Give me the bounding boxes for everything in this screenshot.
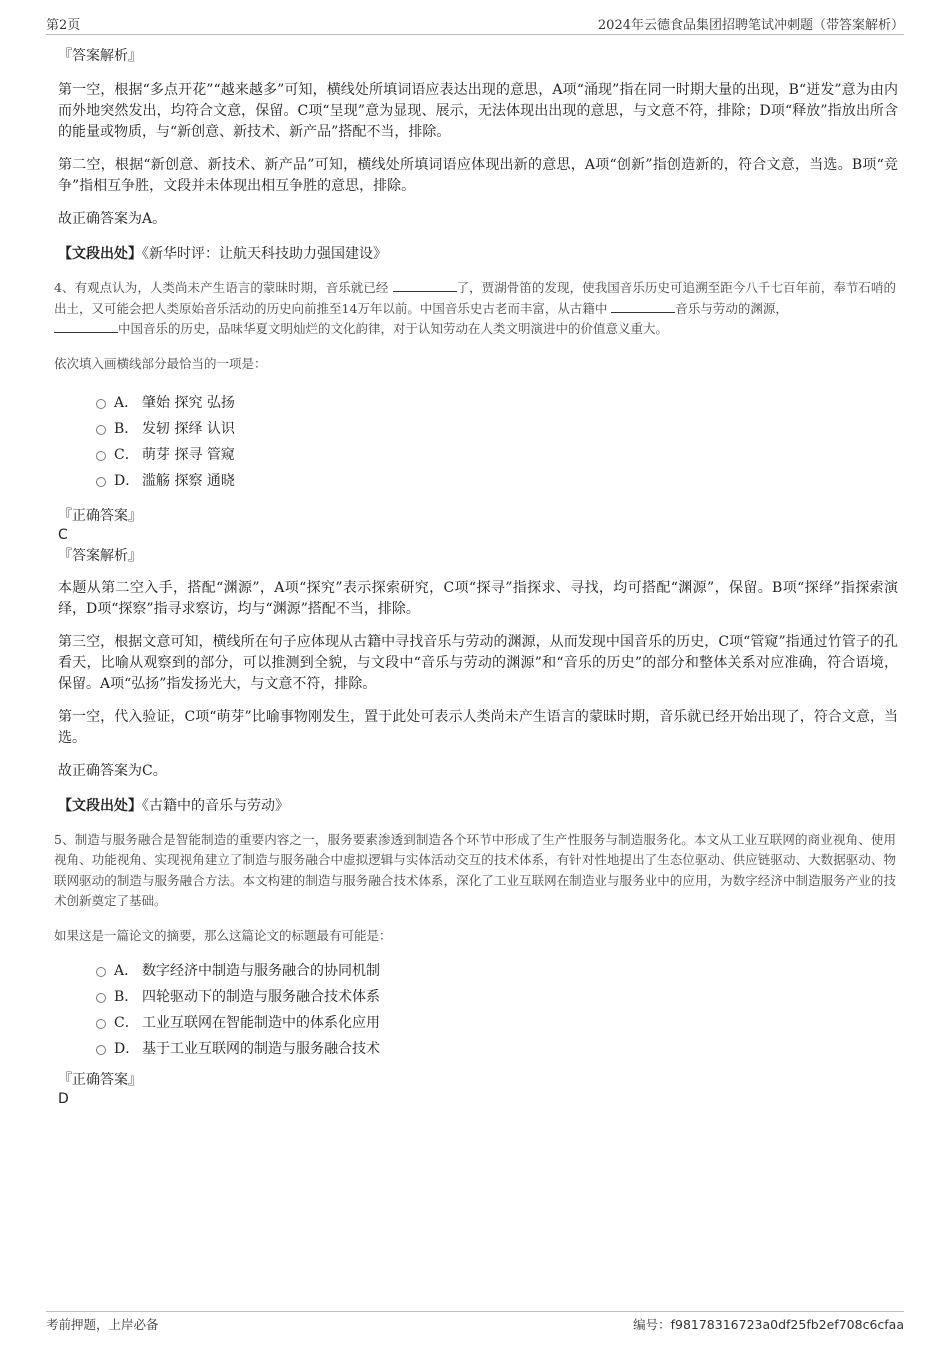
- option-d[interactable]: D． 滥觞 探察 通晓: [96, 468, 898, 494]
- correct-answer-label: 『正确答案』: [58, 507, 142, 524]
- radio-icon[interactable]: [96, 477, 106, 487]
- source-label: 【文段出处】: [58, 246, 142, 262]
- question-4-prompt: 依次填入画横线部分最恰当的一项是：: [54, 355, 267, 371]
- document-serial: 编号：f98178316723a0df25fb2ef708c6cfaa: [633, 1317, 904, 1332]
- analysis-paragraph: 第三空，根据文意可知，横线所在句子应体现从古籍中寻找音乐与劳动的渊源，从而发现中国音乐的历史，C项“管窥”指通过竹管子的孔看天，比喻从观察到的部分，可以推测到全貌，与文段中“音乐与劳动的渊源”和“音乐的历史”的部分和整体关系对应准确，符合语境，保留。A项“弘扬”指发扬光大，与文意不符，排除。: [58, 633, 898, 692]
- analysis-paragraph: 本题从第二空入手，搭配“渊源”，A项“探究”表示探索研究，C项“探寻”指探求、寻找，均可搭配“渊源”，保留。B项“探绎”指探索演绎，D项“探察”指寻求察访，均与“渊源”搭配不当，排除。: [58, 579, 898, 617]
- source-title: 《新华时评：让航天科技助力强国建设》: [142, 246, 387, 262]
- fill-blank: [393, 279, 457, 292]
- option-b[interactable]: B． 发轫 探绎 认识: [96, 416, 898, 442]
- answer-conclusion: 故正确答案为C。: [58, 762, 167, 779]
- analysis-paragraph: 第一空，根据“多点开花”“越来越多”可知，横线处所填词语应表达出现的意思，A项“涌现”指在同一时期大量的出现，B“迸发”意为由内而外地突然发出，均符合文意，保留。C项“呈现”意为显现、展示，无法体现出出现的意思，与文意不符，排除；D项“释放”指放出所含的能量或物质，与“新创意、新技术、新产品”搭配不当，排除。: [58, 82, 898, 140]
- footer-slogan: 考前押题，上岸必备: [46, 1317, 159, 1332]
- option-c[interactable]: C． 萌芽 探寻 管窥: [96, 442, 898, 468]
- question-4-options: [96, 390, 898, 494]
- option-d[interactable]: D． 基于工业互联网的制造与服务融合技术: [96, 1036, 898, 1062]
- radio-icon[interactable]: [96, 1019, 106, 1029]
- correct-answer: C: [58, 526, 68, 543]
- radio-icon[interactable]: [96, 451, 106, 461]
- radio-icon[interactable]: [96, 425, 106, 435]
- question-text: 中国音乐的历史，品味华夏文明灿烂的文化韵律，对于认知劳动在人类文明演进中的价值意义重大。: [118, 321, 669, 336]
- correct-answer: D: [58, 1090, 69, 1107]
- analysis-paragraph: 第一空，代入验证，C项“萌芽”比喻事物刚发生，置于此处可表示人类尚未产生语言的蒙昧时期，音乐就已经开始出现了，符合文意，当选。: [58, 708, 898, 746]
- question-4-stem: [54, 278, 896, 340]
- radio-icon[interactable]: [96, 967, 106, 977]
- source-citation: [58, 244, 898, 264]
- page-content: [54, 46, 898, 1108]
- analysis-label: 『答案解析』: [58, 547, 142, 564]
- answer-conclusion: 故正确答案为A。: [58, 211, 167, 227]
- document-title: 2024年云德食品集团招聘笔试冲刺题（带答案解析）: [597, 18, 904, 33]
- question-5-prompt: 如果这是一篇论文的摘要，那么这篇论文的标题最有可能是：: [54, 927, 392, 943]
- source-citation: [58, 796, 898, 816]
- correct-answer-label: 『正确答案』: [58, 1071, 142, 1088]
- question-text: 音乐与劳动的渊源，: [675, 300, 788, 316]
- fill-blank: [54, 320, 118, 333]
- radio-icon[interactable]: [96, 399, 106, 409]
- question-text: 4、有观点认为，人类尚未产生语言的蒙昧时期，音乐就已经: [54, 280, 393, 295]
- page-number: 第2页: [46, 18, 81, 33]
- question-5-stem: 5、制造与服务融合是智能制造的重要内容之一，服务要素渗透到制造各个环节中形成了生产性服务与制造服务化。本文从工业互联网的商业视角、使用视角、功能视角、实现视角建立了制造与服务融合中虚拟逻辑与实体活动交互的技术体系，有针对性地提出了生态位驱动、供应链驱动、大数据驱动、物联网驱动的制造与服务融合方法。本文构建的制造与服务融合技术体系，深化了工业互联网在制造业与服务业中的应用，为数字经济中制造服务产业的技术创新奠定了基础。: [54, 831, 896, 908]
- question-5-options: [96, 958, 898, 1062]
- page-header: [46, 14, 904, 35]
- fill-blank: [611, 300, 675, 313]
- source-label: 【文段出处】: [58, 797, 142, 814]
- option-c[interactable]: C． 工业互联网在智能制造中的体系化应用: [96, 1010, 898, 1036]
- option-a[interactable]: A． 数字经济中制造与服务融合的协同机制: [96, 958, 898, 984]
- question-text: 了，贾湖骨笛的发现，使我国音乐历史可追溯至距今八千七百年前，奉节石哨的出土，又可能会把人类原始音乐活动的历史向前推至14万年以前。中国音乐史古老而丰富，从古籍中: [54, 280, 896, 316]
- option-b[interactable]: B． 四轮驱动下的制造与服务融合技术体系: [96, 984, 898, 1010]
- radio-icon[interactable]: [96, 1045, 106, 1055]
- source-title: 《古籍中的音乐与劳动》: [142, 797, 289, 814]
- analysis-paragraph: 第二空，根据“新创意、新技术、新产品”可知，横线处所填词语应体现出新的意思，A项“创新”指创造新的，符合文意，当选。B项“竞争”指相互争胜，文段并未体现出相互争胜的意思，排除。: [58, 157, 898, 194]
- radio-icon[interactable]: [96, 993, 106, 1003]
- page-footer: [46, 1311, 904, 1334]
- option-a[interactable]: A． 肇始 探究 弘扬: [96, 390, 898, 416]
- analysis-label: 『答案解析』: [58, 48, 142, 64]
